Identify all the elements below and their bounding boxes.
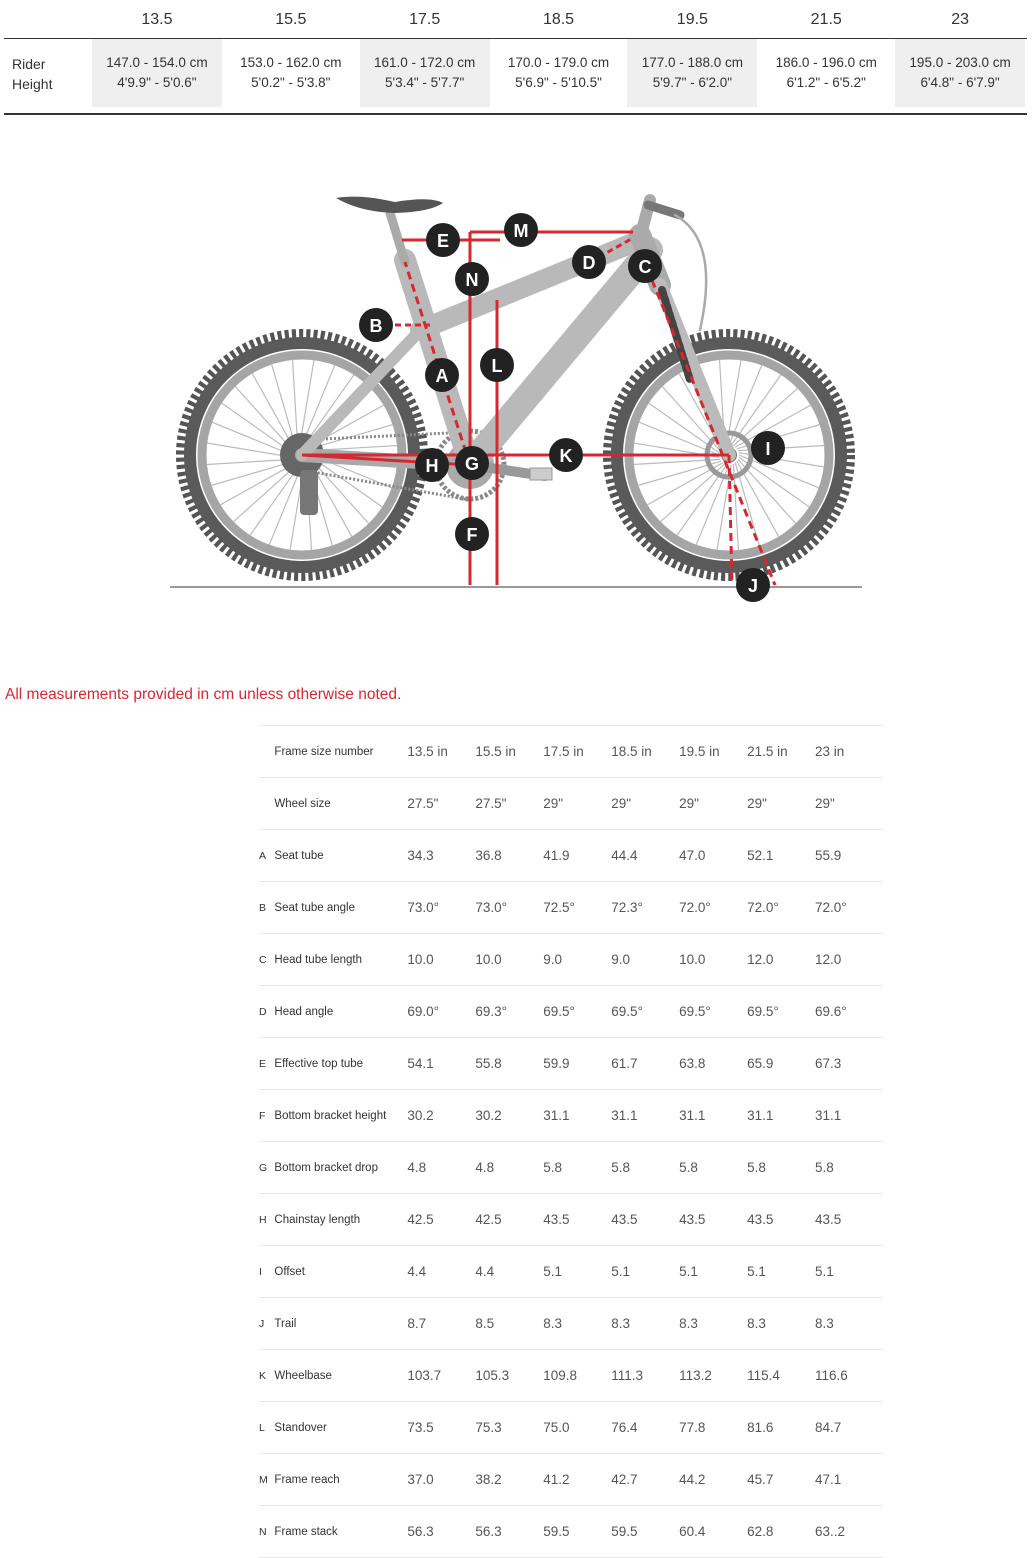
geometry-row [259, 1402, 883, 1454]
marker-L [480, 348, 514, 382]
geometry-value: 61.7 [611, 1056, 638, 1071]
geometry-value: 60.4 [679, 1524, 706, 1539]
geometry-value: 43.5 [815, 1212, 842, 1227]
marker-I [751, 431, 785, 465]
geometry-value: 4.8 [475, 1160, 495, 1175]
marker-A [425, 358, 459, 392]
geometry-value: 27.5" [407, 796, 439, 811]
geometry-row [259, 1038, 883, 1090]
geometry-value: 42.5 [407, 1212, 434, 1227]
geometry-value: 67.3 [815, 1056, 842, 1071]
geometry-value: 45.7 [747, 1472, 774, 1487]
geometry-value: 44.4 [611, 848, 638, 863]
geometry-row [259, 1454, 883, 1506]
geometry-value: 31.1 [679, 1108, 706, 1123]
svg-text:J: J [747, 576, 759, 596]
geometry-row [259, 1246, 883, 1298]
marker-N [455, 262, 489, 296]
geometry-value: 41.2 [543, 1472, 570, 1487]
geometry-letter: F [259, 1109, 266, 1122]
geometry-value: 113.2 [679, 1368, 712, 1383]
size-header: 19.5 [676, 11, 708, 28]
geometry-value: 54.1 [407, 1056, 434, 1071]
geometry-value: 76.4 [611, 1420, 638, 1435]
geometry-letter: G [259, 1161, 268, 1174]
geometry-value: 43.5 [679, 1212, 706, 1227]
geometry-value: 43.5 [747, 1212, 774, 1227]
geometry-value: 72.0° [747, 900, 779, 915]
rider-height-cell: 195.0 - 203.0 cm 6'4.8" - 6'7.9" [895, 39, 1025, 107]
geometry-value: 69.5° [747, 1004, 779, 1019]
geometry-value: 9.0 [611, 952, 630, 967]
geometry-value: 21.5 in [747, 744, 788, 759]
geometry-row [259, 986, 883, 1038]
geometry-row [259, 1194, 883, 1246]
geometry-value: 38.2 [475, 1472, 502, 1487]
geometry-letter: E [259, 1057, 267, 1070]
geometry-value: 12.0 [747, 952, 774, 967]
geometry-value: 69.5° [543, 1004, 575, 1019]
svg-text:G: G [464, 454, 480, 474]
geometry-name: Chainstay length [274, 1213, 361, 1226]
geometry-name: Trail [274, 1317, 297, 1330]
rider-height-cell: 170.0 - 179.0 cm 5'6.9" - 5'10.5" [507, 55, 610, 90]
geometry-value: 31.1 [611, 1108, 638, 1123]
marker-G [455, 446, 489, 480]
geometry-value: 59.9 [543, 1056, 570, 1071]
geometry-row [259, 726, 883, 778]
geometry-value: 63..2 [815, 1524, 846, 1539]
geometry-value: 8.5 [475, 1316, 495, 1331]
svg-text:F: F [466, 525, 478, 545]
geometry-value: 12.0 [815, 952, 842, 967]
geometry-name: Offset [274, 1265, 305, 1278]
geometry-value: 111.3 [611, 1368, 643, 1383]
geometry-value: 47.1 [815, 1472, 842, 1487]
marker-J [736, 568, 770, 602]
geometry-value: 73.0° [407, 900, 440, 915]
geometry-table [259, 725, 883, 1558]
geometry-value: 75.3 [475, 1420, 502, 1435]
geometry-value: 62.8 [747, 1524, 774, 1539]
size-header: 18.5 [542, 11, 575, 28]
saddle [336, 197, 443, 213]
geometry-value: 10.0 [679, 952, 706, 967]
geometry-value: 69.6° [815, 1004, 847, 1019]
geometry-value: 43.5 [611, 1212, 638, 1227]
geometry-value: 5.8 [679, 1160, 698, 1175]
size-header: 23 [951, 11, 969, 28]
geometry-value: 5.8 [543, 1160, 563, 1175]
geometry-row [259, 882, 883, 934]
geometry-letter: K [259, 1369, 267, 1382]
geometry-value: 37.0 [407, 1472, 434, 1487]
marker-K [549, 438, 583, 472]
measurement-note: All measurements provided in cm unless otherwise noted. [5, 686, 402, 703]
geometry-name: Effective top tube [274, 1057, 364, 1070]
geometry-value: 19.5 in [679, 744, 720, 759]
geometry-letter: B [259, 901, 267, 914]
geometry-value: 47.0 [679, 848, 706, 863]
rider-height-cell: 153.0 - 162.0 cm 5'0.2" - 5'3.8" [240, 55, 342, 90]
geometry-value: 75.0 [543, 1420, 570, 1435]
geometry-value: 59.5 [543, 1524, 570, 1539]
geometry-letter: I [259, 1265, 262, 1278]
svg-text:A: A [435, 366, 449, 386]
geometry-value: 8.3 [747, 1316, 766, 1331]
marker-B [359, 308, 393, 342]
size-header: 21.5 [810, 11, 842, 28]
rider-height-cell: 147.0 - 154.0 cm 4'9.9" - 5'0.6" [92, 39, 222, 107]
geometry-value: 8.7 [407, 1316, 427, 1331]
svg-text:I: I [765, 439, 771, 459]
geometry-name: Bottom bracket drop [274, 1161, 378, 1174]
svg-text:B: B [369, 316, 383, 336]
geometry-name: Bottom bracket height [274, 1109, 387, 1122]
svg-text:C: C [638, 257, 652, 277]
size-header: 15.5 [275, 11, 307, 28]
geometry-letter: N [259, 1525, 267, 1538]
geometry-value: 55.9 [815, 848, 842, 863]
geometry-value: 72.5° [543, 900, 575, 915]
marker-E [426, 223, 460, 257]
geometry-value: 15.5 in [475, 744, 516, 759]
rider-height-label: Rider Height [12, 56, 53, 92]
geometry-name: Wheelbase [274, 1369, 332, 1382]
geometry-value: 72.0° [815, 900, 847, 915]
geometry-value: 109.8 [543, 1368, 578, 1383]
geometry-value: 18.5 in [611, 744, 652, 759]
geometry-value: 69.0° [407, 1004, 440, 1019]
geometry-letter: L [259, 1421, 265, 1434]
geometry-value: 5.1 [747, 1264, 766, 1279]
geometry-value: 77.8 [679, 1420, 706, 1435]
svg-text:H: H [425, 456, 439, 476]
geometry-name: Standover [274, 1421, 327, 1434]
geometry-value: 63.8 [679, 1056, 706, 1071]
geometry-value: 8.3 [679, 1316, 698, 1331]
geometry-value: 36.8 [475, 848, 502, 863]
geometry-value: 55.8 [475, 1056, 502, 1071]
geometry-value: 5.8 [815, 1160, 834, 1175]
geometry-name: Seat tube angle [274, 901, 355, 914]
geometry-name: Frame size number [274, 745, 374, 758]
geometry-value: 72.3° [611, 900, 643, 915]
geometry-value: 8.3 [611, 1316, 630, 1331]
geometry-row [259, 830, 883, 882]
geometry-letter: D [259, 1005, 267, 1018]
geometry-value: 69.5° [611, 1004, 643, 1019]
geometry-value: 73.5 [407, 1420, 434, 1435]
geometry-name: Frame stack [274, 1525, 338, 1538]
rider-height-cell: 177.0 - 188.0 cm 5'9.7" - 6'2.0" [627, 39, 757, 107]
geometry-row [259, 1142, 883, 1194]
geometry-value: 9.0 [543, 952, 563, 967]
geometry-name: Head angle [274, 1005, 334, 1018]
marker-H [415, 448, 449, 482]
geometry-value: 81.6 [747, 1420, 774, 1435]
size-header-row [4, 0, 1027, 39]
geometry-letter: J [259, 1317, 265, 1330]
geometry-value: 5.1 [611, 1264, 630, 1279]
geometry-value: 8.3 [815, 1316, 834, 1331]
geometry-value: 29" [747, 796, 767, 811]
geometry-value: 5.1 [679, 1264, 698, 1279]
geometry-value: 17.5 in [543, 744, 584, 759]
geometry-row [259, 1298, 883, 1350]
svg-text:E: E [436, 231, 450, 251]
geometry-value: 115.4 [747, 1368, 780, 1383]
geometry-value: 69.5° [679, 1004, 711, 1019]
geometry-value: 34.3 [407, 848, 434, 863]
marker-C [628, 249, 662, 283]
geometry-value: 72.0° [679, 900, 711, 915]
geometry-value: 30.2 [407, 1108, 434, 1123]
geometry-value: 84.7 [815, 1420, 842, 1435]
geometry-value: 4.4 [475, 1264, 495, 1279]
geometry-value: 30.2 [475, 1108, 502, 1123]
geometry-value: 4.8 [407, 1160, 427, 1175]
geometry-value: 31.1 [543, 1108, 570, 1123]
rider-height-row [4, 39, 1027, 115]
rider-height-table [4, 0, 1027, 115]
rider-height-cell: 186.0 - 196.0 cm 6'1.2" - 6'5.2" [775, 55, 877, 90]
geometry-letter: H [259, 1213, 267, 1226]
geometry-value: 116.6 [815, 1368, 848, 1383]
geometry-value: 5.1 [543, 1264, 563, 1279]
geometry-value: 4.4 [407, 1264, 427, 1279]
geometry-value: 73.0° [475, 900, 508, 915]
geometry-row [259, 1090, 883, 1142]
geometry-value: 103.7 [407, 1368, 442, 1383]
marker-D [572, 245, 606, 279]
svg-text:M: M [513, 221, 529, 241]
rider-height-cell: 161.0 - 172.0 cm 5'3.4" - 5'7.7" [360, 39, 490, 107]
svg-text:N: N [465, 270, 479, 290]
svg-text:K: K [559, 446, 573, 466]
geometry-value: 5.1 [815, 1264, 834, 1279]
geometry-value: 105.3 [475, 1368, 510, 1383]
size-header: 17.5 [409, 11, 441, 28]
geometry-value: 52.1 [747, 848, 774, 863]
geometry-value: 13.5 in [407, 744, 448, 759]
geometry-value: 29" [543, 796, 564, 811]
geometry-value: 29" [611, 796, 632, 811]
geometry-value: 8.3 [543, 1316, 563, 1331]
svg-text:L: L [491, 356, 503, 376]
geometry-value: 42.5 [475, 1212, 502, 1227]
geometry-value: 10.0 [407, 952, 434, 967]
geometry-name: Head tube length [274, 953, 363, 966]
geometry-value: 41.9 [543, 848, 570, 863]
geometry-letter: C [259, 953, 267, 966]
geometry-value: 29" [679, 796, 699, 811]
geometry-value: 31.1 [747, 1108, 774, 1123]
geometry-value: 56.3 [407, 1524, 434, 1539]
geometry-name: Seat tube [274, 849, 324, 862]
geometry-value: 5.8 [747, 1160, 766, 1175]
geometry-name: Frame reach [274, 1473, 340, 1486]
svg-text:D: D [582, 253, 596, 273]
marker-M [504, 213, 538, 247]
size-header: 13.5 [141, 11, 173, 28]
geometry-row [259, 934, 883, 986]
geometry-value: 10.0 [475, 952, 502, 967]
geometry-value: 59.5 [611, 1524, 638, 1539]
geometry-letter: A [259, 849, 267, 862]
geometry-value: 23 in [815, 744, 845, 759]
geometry-value: 27.5" [475, 796, 507, 811]
geometry-value: 44.2 [679, 1472, 706, 1487]
geometry-value: 65.9 [747, 1056, 774, 1071]
geometry-value: 29" [815, 796, 835, 811]
bike-geometry-diagram [0, 120, 1032, 640]
geometry-value: 69.3° [475, 1004, 508, 1019]
geometry-value: 5.8 [611, 1160, 630, 1175]
geometry-value: 56.3 [475, 1524, 502, 1539]
marker-F [455, 517, 489, 551]
geometry-name: Wheel size [274, 797, 331, 810]
geometry-value: 31.1 [815, 1108, 842, 1123]
geometry-row [259, 1506, 883, 1558]
geometry-row [259, 778, 883, 830]
geometry-value: 42.7 [611, 1472, 638, 1487]
geometry-letter: M [259, 1473, 268, 1486]
geometry-row [259, 1350, 883, 1402]
geometry-value: 43.5 [543, 1212, 570, 1227]
